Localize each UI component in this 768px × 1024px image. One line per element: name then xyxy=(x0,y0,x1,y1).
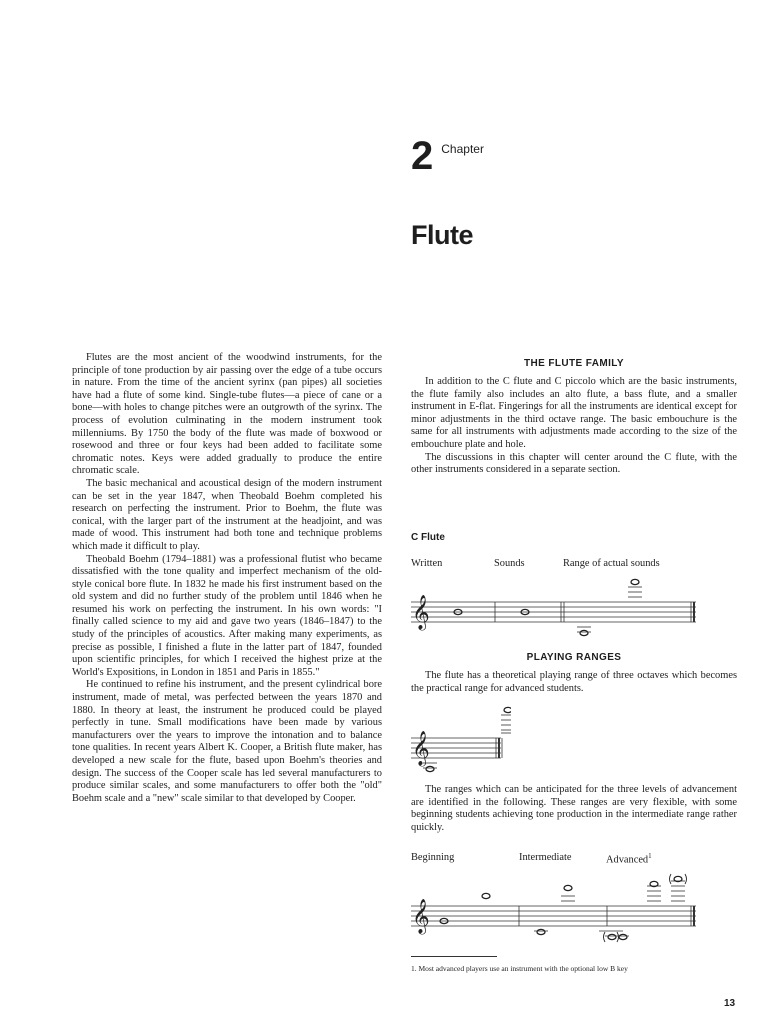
paragraph: The basic mechanical and acoustical design of the modern instrument can be set in the year 1847, when Theobald Boehm completed his research on perfecting the instrument. Prior to Boehm, the flute was conical, with the larger part of the instrument at the headjoint, and was made of wood. This instrument had both tone and technique problems which made it difficult to play. xyxy=(72,477,382,552)
label-advanced-text: Advanced xyxy=(606,854,649,866)
label-range: Range of actual sounds xyxy=(563,558,660,569)
section-heading-flute-family: THE FLUTE FAMILY xyxy=(524,358,624,369)
chapter-number: 2 xyxy=(411,134,434,178)
paragraph: In addition to the C flute and C piccolo which are the basic instruments, the flute family also includes an alto flute, a bass flute, and a smaller instrument in E-flat. Fingerings for all the instruments are identical except for minor adjustments in the third octave range. The basic embouchure is the same for all instruments with adjustments made according to the size of the embouchure plate and hole. xyxy=(411,376,737,450)
label-written: Written xyxy=(411,558,443,569)
chapter-word: Chapter xyxy=(441,142,484,156)
label-sounds: Sounds xyxy=(494,558,525,569)
label-intermediate: Intermediate xyxy=(519,852,572,863)
footnote-marker: 1 xyxy=(648,852,652,860)
paragraph: He continued to refine his instrument, and the present cylindrical bore instrument, made of metal, was perfected between the years 1870 and 1880. In theory at least, the instrument he produced could be played perfectly in tune. Small modifications have been made by various manufacturers over the years to improve the intonation and to balance tone qualities. In recent years Albert K. Cooper, a British flute maker, has developed a new scale for the flute, based upon Boehm's theories and design. The success of the Cooper scale has led several manufacturers to produce similar scales, and some manufacturers to offer both the "old" Boehm scale and a "new" scale similar to that developed by Cooper. xyxy=(72,679,382,804)
whole-note-icons xyxy=(440,876,682,939)
footnote: 1. Most advanced players use an instrument with the optional low B key xyxy=(411,964,628,973)
paragraph: The flute has a theoretical playing range of three octaves which becomes the practical range for advanced students. xyxy=(411,670,737,694)
flute-family-text xyxy=(411,376,737,477)
left-column xyxy=(72,352,382,805)
paragraph: Theobald Boehm (1794–1881) was a professional flutist who became dissatisfied with the tone quality and imperfect mechanism of the old-style conical bore flute. In 1832 he made his first instrument based on the old system and did no further study of the problem until 1846 when he resumed his work on perfecting the instrument. In his own words: "I finally called science to my aid and gave two years (1846–1847) to the study of the principles of acoustics. After making many experiments, as precise as possible, I finished a flute in the latter part of 1847, founded upon scientific principles, for which I received the highest prize at the World's Expositions, in London in 1851 and Paris in 1855." xyxy=(72,553,382,678)
chapter-title: Flute xyxy=(411,220,473,250)
c-flute-staff xyxy=(411,576,701,638)
chapter-header xyxy=(411,136,484,176)
page-number: 13 xyxy=(724,998,736,1009)
footnote-rule xyxy=(411,956,497,957)
subheading-c-flute: C Flute xyxy=(411,532,445,543)
label-advanced xyxy=(606,852,652,865)
paragraph: The ranges which can be anticipated for the three levels of advancement are identified in the following. These ranges are very flexible, with some beginning students achieving tone production in the intermediate range rather quickly. xyxy=(411,784,737,833)
advancement-ranges-staff xyxy=(411,872,701,944)
paragraph: Flutes are the most ancient of the woodwind instruments, for the principle of tone production by air passing over the edge of a tube occurs in nature. From the time of the ancient syrinx (pan pipes) all societies have had a flute of some kind. Single-tube flutes—a piece of cane or a bone—with holes to change pitches were an outgrowth of the syrinx. The process of evolution culminating in the modern instrument took millenniums. By 1750 the body of the flute was made of boxwood or rosewood and three or four keys had been added to facilitate some chromatic notes. Keys were added gradually to produce the entire chromatic scale. xyxy=(72,352,382,477)
section-heading-playing-ranges: PLAYING RANGES xyxy=(526,652,622,663)
playing-range-staff xyxy=(411,704,511,776)
treble-clef-icon: 𝄞 xyxy=(412,899,430,934)
treble-clef-icon: 𝄞 xyxy=(412,595,430,630)
paragraph: The discussions in this chapter will center around the C flute, with the other instruments considered in a separate section. xyxy=(411,451,737,476)
treble-clef-icon: 𝄞 xyxy=(412,731,430,766)
playing-ranges-text-1 xyxy=(411,670,737,695)
playing-ranges-text-2 xyxy=(411,784,737,834)
whole-note-icons xyxy=(454,579,639,635)
label-beginning: Beginning xyxy=(411,852,455,863)
parenthesis-icons xyxy=(604,874,687,942)
